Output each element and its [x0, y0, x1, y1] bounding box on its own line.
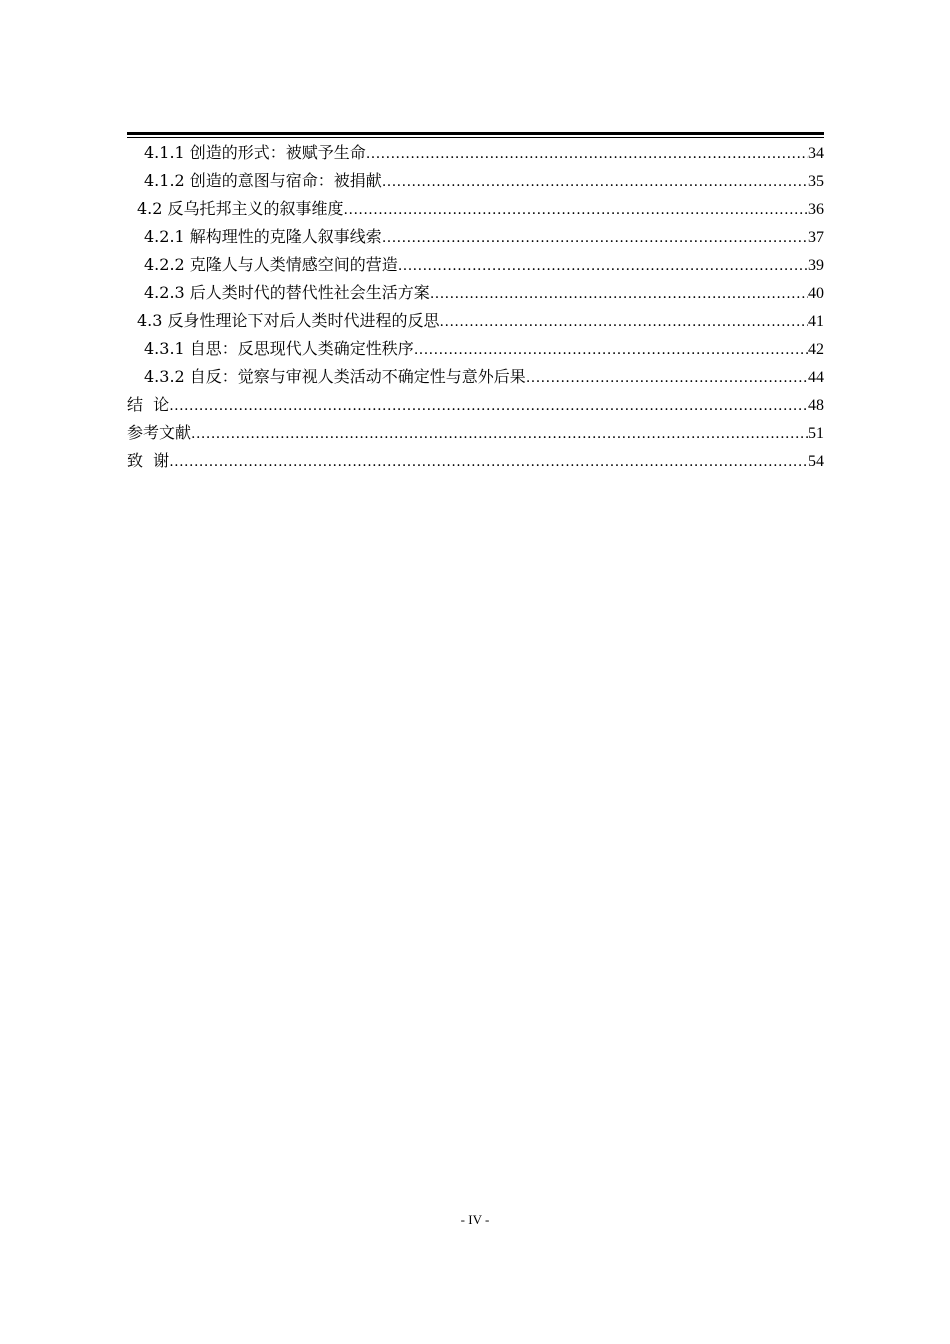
- toc-dot-leader: [440, 308, 808, 336]
- toc-entry-title: 致 谢: [127, 451, 170, 470]
- table-of-contents: [127, 139, 824, 475]
- toc-dot-leader: [169, 448, 808, 476]
- toc-entry-title: 4.3.2 自反：觉察与审视人类活动不确定性与意外后果: [144, 367, 526, 386]
- toc-entry[interactable]: [127, 223, 824, 251]
- toc-entry-page: 41: [808, 313, 824, 330]
- toc-entry-page: 44: [808, 369, 824, 386]
- toc-entry-title: 4.2.1 解构理性的克隆人叙事线索: [144, 227, 382, 246]
- toc-entry-page: 36: [808, 201, 824, 218]
- toc-entry-title: 4.3.1 自思：反思现代人类确定性秩序: [144, 339, 414, 358]
- toc-entry-page: 39: [808, 257, 824, 274]
- toc-dot-leader: [526, 364, 808, 392]
- toc-dot-leader: [191, 420, 808, 448]
- toc-entry[interactable]: [127, 335, 824, 363]
- toc-entry-page: 40: [808, 285, 824, 302]
- toc-entry-page: 54: [808, 453, 824, 470]
- toc-dot-leader: [366, 140, 808, 168]
- toc-dot-leader: [382, 168, 808, 196]
- toc-dot-leader: [398, 252, 808, 280]
- toc-dot-leader: [382, 224, 808, 252]
- header-rule-thick: [127, 132, 824, 135]
- toc-entry[interactable]: [127, 363, 824, 391]
- toc-entry[interactable]: [127, 167, 824, 195]
- toc-entry[interactable]: [127, 419, 824, 447]
- toc-entry-page: 48: [808, 397, 824, 414]
- toc-dot-leader: [414, 336, 808, 364]
- toc-entry-title: 4.1.1 创造的形式：被赋予生命: [144, 143, 366, 162]
- toc-dot-leader: [344, 196, 808, 224]
- toc-entry[interactable]: [127, 447, 824, 475]
- toc-entry[interactable]: [127, 251, 824, 279]
- toc-entry[interactable]: [127, 139, 824, 167]
- toc-dot-leader: [169, 392, 808, 420]
- toc-entry-title: 4.1.2 创造的意图与宿命：被捐献: [144, 171, 382, 190]
- toc-entry[interactable]: [127, 307, 824, 335]
- toc-entry[interactable]: [127, 391, 824, 419]
- toc-entry-title: 4.2 反乌托邦主义的叙事维度: [137, 199, 344, 218]
- toc-entry-title: 结 论: [127, 395, 170, 414]
- toc-entry-page: 34: [808, 145, 824, 162]
- toc-entry[interactable]: [127, 195, 824, 223]
- toc-entry-page: 37: [808, 229, 824, 246]
- page-number-footer: - IV -: [460, 1212, 490, 1227]
- toc-entry-page: 51: [808, 425, 824, 442]
- header-rule-thin: [127, 137, 824, 138]
- toc-entry-title: 参考文献: [127, 423, 192, 442]
- toc-entry-title: 4.3 反身性理论下对后人类时代进程的反思: [137, 311, 440, 330]
- toc-entry[interactable]: [127, 279, 824, 307]
- toc-dot-leader: [430, 280, 808, 308]
- toc-entry-title: 4.2.3 后人类时代的替代性社会生活方案: [144, 283, 430, 302]
- toc-entry-page: 42: [808, 341, 824, 358]
- toc-entry-page: 35: [808, 173, 824, 190]
- toc-entry-title: 4.2.2 克隆人与人类情感空间的营造: [144, 255, 398, 274]
